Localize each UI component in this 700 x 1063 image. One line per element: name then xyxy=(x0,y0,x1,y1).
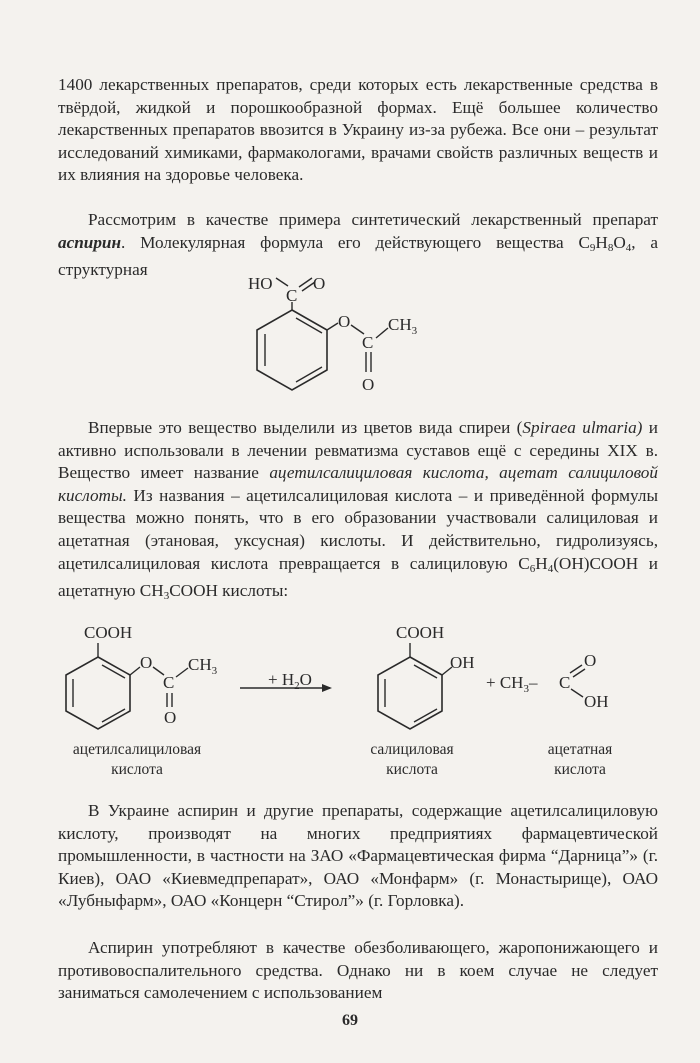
paragraph-aspirin-text-2: . Молекулярная формула его действующего вещества C xyxy=(121,232,590,252)
paragraph-aspirin-text-3: , а структурная xyxy=(58,232,658,280)
page-number: 69 xyxy=(342,1012,358,1029)
reagent-o: O xyxy=(299,670,312,689)
caption-product2 xyxy=(520,740,640,780)
ch-subscript: 3 xyxy=(211,665,218,677)
formula-subscript: 6 xyxy=(529,562,536,575)
caption-reactant xyxy=(52,740,222,780)
substance-names: ацетилсалициловая кислота, ацетат салициловой кислоты. xyxy=(58,463,658,505)
paragraph-aspirin-text-1: Рассмотрим в качестве примера синтетический лекарственный препарат xyxy=(88,210,658,229)
reactant-c: C xyxy=(163,673,175,692)
ch-subscript: 3 xyxy=(523,683,529,695)
ch-text: CH xyxy=(388,315,412,334)
product1-cooh: COOH xyxy=(396,623,445,642)
atom-c-carboxyl: C xyxy=(286,286,298,305)
hydrolysis-reaction-scheme xyxy=(50,615,650,735)
bond xyxy=(176,668,188,677)
product1-oh: OH xyxy=(450,653,475,672)
paragraph-ukraine-text: В Украине аспирин и другие препараты, содержащие ацетилсалициловую кислоту, производят на многих предприятиях фармацевтической промышленности, в частности на ЗАО «Фармацевтическая фирма “Дарница”» (г. Киев), ОАО «Киевмедпрепарат», ОАО «Монфарм» (г. Монастырище), ОАО «Лубныфарм», ОАО «Концерн “Стирол”» (г. Горловка). xyxy=(58,801,658,911)
caption-reactant-line2: кислота xyxy=(111,761,163,778)
product2-ch3 xyxy=(486,673,538,695)
caption-product1 xyxy=(352,740,472,780)
ring-double-bond xyxy=(102,665,125,678)
reactant-cooh: COOH xyxy=(84,623,133,642)
atom-o-bottom: O xyxy=(362,375,375,394)
formula-element: O xyxy=(613,232,626,252)
atom-o-ester: O xyxy=(338,312,351,331)
benzene-ring xyxy=(257,310,327,390)
plus-ch-text: + CH xyxy=(486,673,524,692)
product2-c: C xyxy=(559,673,571,692)
reagent-subscript: 2 xyxy=(294,680,300,692)
product1-benzene-ring xyxy=(378,657,442,729)
formula-subscript: 8 xyxy=(607,241,614,254)
group-ho: HO xyxy=(248,274,273,293)
formula-element: H xyxy=(535,553,548,573)
ring-double-bond xyxy=(414,665,437,678)
aspirin-structural-formula xyxy=(230,270,450,405)
paragraph-history-text-3: Из названия – ацетилсалициловая кислота – и приведённой формулы вещества можно понять, что в его образовании участвовали салициловая и ацетатная (этановая, уксусная) кислоты. И действительно, гидролизуясь, ацетилсалициловая кислота превращается в салициловую C xyxy=(58,485,658,573)
product2-oh: OH xyxy=(584,692,609,711)
caption-product2-line1: ацетатная xyxy=(547,741,613,758)
caption-product2-line2: кислота xyxy=(554,761,606,778)
product2-o: O xyxy=(584,651,597,670)
reactant-o-bottom: O xyxy=(164,708,177,727)
atom-c-acetyl: C xyxy=(362,333,374,352)
paragraph-history-text-4: (OH)COOH и ацетатную CH xyxy=(58,553,658,601)
bond xyxy=(571,689,583,697)
formula-subscript: 9 xyxy=(589,241,596,254)
formula-subscript: 3 xyxy=(163,590,170,603)
species-name: Spiraea ulmaria) xyxy=(522,418,643,437)
bond xyxy=(130,667,140,675)
bond xyxy=(276,278,288,286)
atom-o-top: O xyxy=(313,274,326,293)
bond-dash: – xyxy=(528,673,538,692)
aspirin-term: аспирин xyxy=(58,232,122,252)
formula-subscript: 4 xyxy=(547,562,554,575)
caption-reactant-line1: ацетилсалициловая xyxy=(72,741,202,758)
reaction-arrow-head xyxy=(322,684,332,692)
paragraph-intro xyxy=(58,74,658,187)
paragraph-history-text-5: COOH кислоты: xyxy=(169,581,289,601)
bond xyxy=(327,323,338,330)
paragraph-history-text-1: Впервые это вещество выделили из цветов вида спиреи ( xyxy=(88,418,523,437)
formula-element: H xyxy=(595,232,608,252)
paragraph-intro-text: 1400 лекарственных препаратов, среди которых есть лекарственные средства в твёрдой, жидкой и порошкообразной формах. Ещё большее количество лекарственных препаратов ввозится в Украину из-за рубежа. Все они – результат исследований химиками, фармакологами, врачами свойств различных веществ и их влияния на здоровье человека. xyxy=(58,75,658,185)
formula-subscript: 4 xyxy=(625,241,632,254)
paragraph-history-text-2: и активно использовали в лечении ревматизма суставов ещё с середины XIX в. Вещество имеет название xyxy=(58,418,658,483)
reagent-h: + H xyxy=(268,670,295,689)
caption-product1-line1: салициловая xyxy=(370,741,454,758)
reagent-water xyxy=(268,670,312,692)
paragraph-ukraine xyxy=(58,800,658,913)
paragraph-history xyxy=(58,417,658,608)
ch-subscript: 3 xyxy=(411,325,418,337)
paragraph-usage xyxy=(58,937,658,1005)
paragraph-usage-text: Аспирин употребляют в качестве обезболивающего, жаропонижающего и противовоспалительного средства. Однако ни в коем случае не следует заниматься самолечением с использованием xyxy=(58,938,658,1003)
reactant-benzene-ring xyxy=(66,657,130,729)
bond xyxy=(376,328,388,338)
caption-product1-line2: кислота xyxy=(386,761,438,778)
reactant-ch3 xyxy=(188,655,218,677)
ch-text: CH xyxy=(188,655,212,674)
group-ch3 xyxy=(388,315,418,337)
reactant-o: O xyxy=(140,653,153,672)
